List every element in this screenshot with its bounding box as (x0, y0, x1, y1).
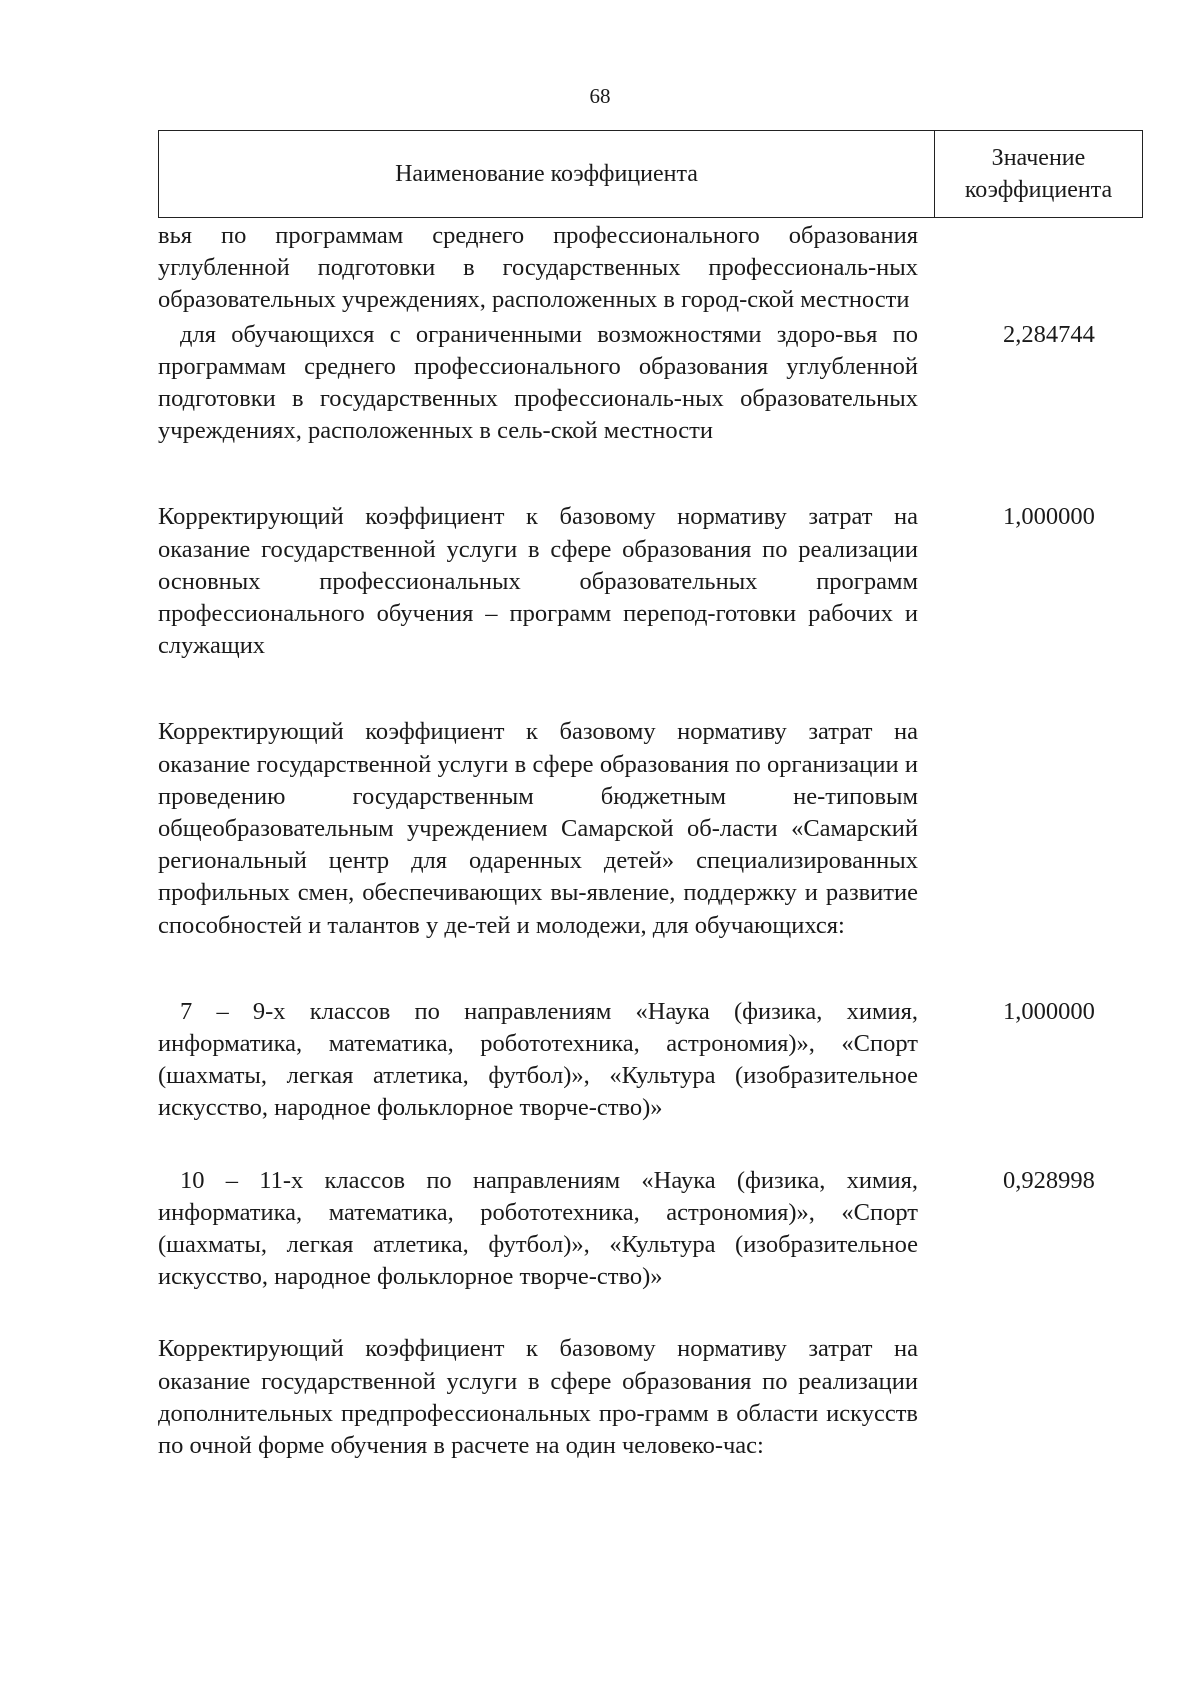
coefficient-name: Корректирующий коэффициент к базовому нормативу затрат на оказание государственной услуги в сфере образования по организации и проведению государственным бюджетным не-типовым общеобразовательным учреждением Самарской об-ласти «Самарский региональный центр для одаренных детей» специализированных профильных смен, обеспечивающих вы-явление, поддержку и развитие способностей и талантов у де-тей и молодежи, для обучающихся: (158, 718, 918, 939)
table-row (158, 996, 1143, 1125)
table-row (158, 1333, 1143, 1462)
coefficient-name: 10 – 11-х классов по направлениям «Наука (физика, химия, информатика, математика, робототехника, астрономия)», «Спорт (шахматы, легкая атлетика, футбол)», «Культура (изобразительное искусство, народное фольклорное творче-ство)» (158, 1166, 918, 1291)
column-header-value (935, 131, 1142, 217)
coefficient-name: вья по программам среднего профессионального образования углубленной подготовки в государственных профессиональ-ных образовательных учреждениях, расположенных в город-ской местности (158, 222, 918, 314)
table-body (158, 218, 1143, 1462)
coefficient-value: 1,000000 (1003, 503, 1095, 531)
coefficient-name: Корректирующий коэффициент к базовому нормативу затрат на оказание государственной услуги в сфере образования по реализации основных профессиональных образовательных программ профессионального обучения – программ перепод-готовки рабочих и служащих (158, 503, 918, 660)
coefficient-name: Корректирующий коэффициент к базовому нормативу затрат на оказание государственной услуги в сфере образования по реализации дополнительных предпрофессиональных про-грамм в области искусств по очной форме обучения в расчете на один человеко-час: (158, 1335, 918, 1460)
table-row (158, 501, 1143, 662)
coefficient-name: 7 – 9-х классов по направлениям «Наука (физика, химия, информатика, математика, робототехника, астрономия)», «Спорт (шахматы, легкая атлетика, футбол)», «Культура (изобразительное искусство, народное фольклорное творче-ство)» (158, 997, 918, 1122)
coefficient-value: 0,928998 (1003, 1166, 1095, 1194)
table-row (158, 220, 1143, 317)
coefficient-name: для обучающихся с ограниченными возможностями здоро-вья по программам среднего профессионального образования углубленной подготовки в государственных профессиональ-ных образовательных учреждениях, расположенных в сель-ской местности (158, 320, 918, 445)
column-header-name: Наименование коэффициента (159, 131, 935, 217)
column-header-value-line2: коэффициента (964, 177, 1113, 203)
page-number: 68 (589, 84, 611, 108)
table-header (158, 130, 1143, 218)
table-row (158, 716, 1143, 941)
column-header-value-line1: Значение (991, 145, 1086, 171)
table-row (158, 1165, 1143, 1294)
table-row (158, 319, 1143, 448)
coefficient-value: 1,000000 (1003, 997, 1095, 1025)
coefficient-value: 2,284744 (1003, 320, 1095, 348)
